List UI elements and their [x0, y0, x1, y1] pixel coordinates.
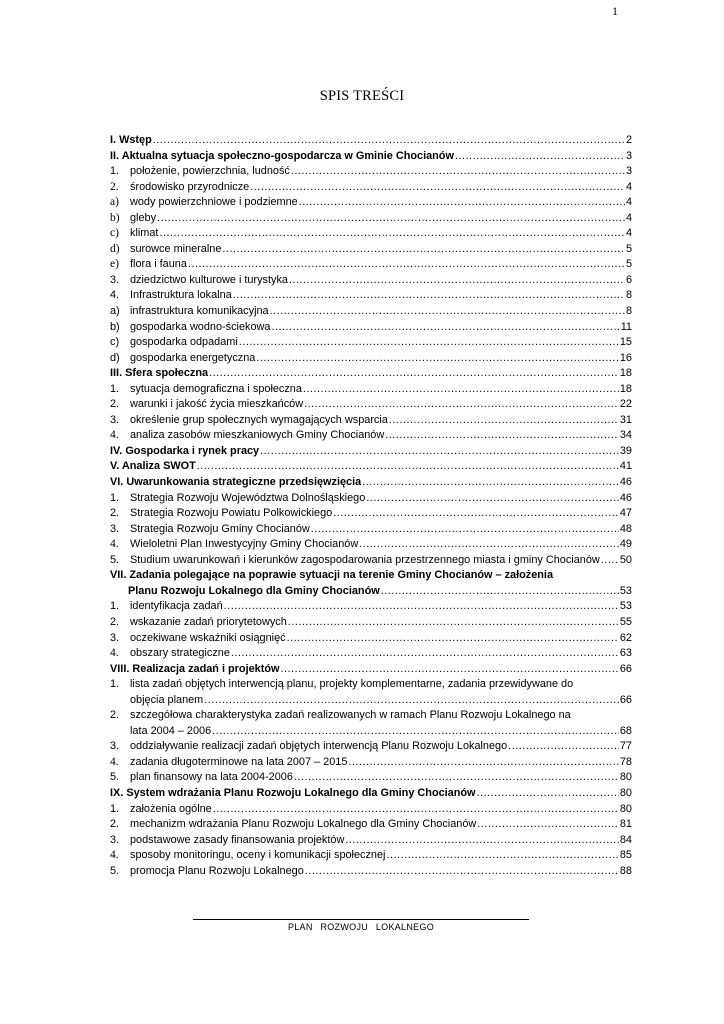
toc-entry-title: VI. Uwarunkowania strategiczne przedsięwzięcia	[110, 476, 362, 489]
toc-entry-title: Strategia Rozwoju Gminy Chocianów	[130, 522, 310, 535]
toc-entry-title: oddziaływanie realizacji zadań objętych interwencją Planu Rozwoju Lokalnego	[130, 740, 508, 753]
toc-leader-dots	[270, 304, 625, 320]
toc-entry-page: 5	[625, 242, 632, 255]
page-title: SPIS TREŚCI	[319, 88, 405, 104]
toc-leader-dots	[477, 817, 619, 833]
toc-leader-dots	[287, 631, 619, 647]
toc-leader-dots	[157, 211, 625, 227]
toc-entry[interactable]	[110, 397, 632, 413]
toc-entry-number: 1.	[110, 678, 120, 691]
toc-entry[interactable]	[110, 537, 632, 553]
toc-entry-number: 4.	[110, 538, 119, 551]
toc-entry[interactable]	[110, 351, 632, 367]
toc-leader-dots	[188, 257, 625, 273]
toc-entry[interactable]	[110, 833, 632, 849]
toc-leader-dots	[311, 522, 619, 538]
toc-entry-title: VIII. Realizacja zadań i projektów	[110, 662, 280, 675]
toc-entry[interactable]	[110, 739, 632, 755]
toc-entry-page: 53	[619, 600, 632, 613]
toc-entry[interactable]	[110, 491, 632, 507]
toc-leader-dots	[333, 506, 619, 522]
toc-entry[interactable]	[110, 335, 632, 351]
toc-entry[interactable]	[110, 273, 632, 289]
toc-entry-title: zadania długoterminowe na lata 2007 – 2015	[130, 755, 348, 768]
toc-entry-title: Planu Rozwoju Lokalnego dla Gminy Chocianów	[128, 584, 380, 597]
toc-entry-title: sytuacja demograficzna i społeczna	[130, 382, 302, 395]
toc-entry[interactable]	[110, 786, 632, 802]
toc-leader-dots	[601, 553, 619, 569]
toc-entry-number: 3.	[110, 740, 120, 753]
toc-entry-page: 15	[619, 336, 632, 349]
toc-leader-dots	[260, 444, 619, 460]
toc-entry[interactable]	[110, 459, 632, 475]
toc-entry-page: 39	[619, 444, 632, 457]
toc-leader-dots	[212, 724, 619, 740]
toc-entry-title: gospodarka energetyczna	[130, 351, 256, 364]
toc-entry-title: IV. Gospodarka i rynek pracy	[110, 444, 260, 457]
toc-leader-dots	[508, 739, 619, 755]
toc-entry-page: 2	[625, 134, 632, 146]
toc-entry-number: 4.	[110, 647, 119, 660]
toc-entry-number: 2.	[110, 709, 120, 722]
toc-entry-page: 66	[619, 693, 632, 706]
toc-entry-title: Strategia Rozwoju Powiatu Polkowickiego	[130, 507, 333, 520]
toc-entry-title: gospodarka wodno-ściekowa	[130, 320, 271, 333]
toc-entry[interactable]	[110, 662, 632, 678]
toc-entry-page: 3	[625, 165, 632, 178]
toc-leader-dots	[291, 164, 625, 180]
toc-entry[interactable]	[110, 149, 632, 165]
toc-entry-page: 80	[619, 771, 632, 784]
toc-entry-number: 5.	[110, 864, 120, 877]
toc-entry-page: 4	[625, 196, 632, 209]
toc-entry-number: 1.	[110, 491, 120, 504]
toc-entry[interactable]	[110, 211, 632, 227]
toc-entry-page: 18	[619, 367, 632, 380]
toc-entry-title: podstawowe zasady finansowania projektów	[130, 833, 345, 846]
toc-leader-dots	[271, 320, 619, 336]
toc-entry-page: 18	[619, 382, 632, 395]
toc-entry[interactable]	[110, 226, 632, 242]
toc-entry[interactable]	[110, 133, 632, 149]
toc-leader-dots	[305, 864, 619, 880]
toc-entry-number: 2.	[110, 180, 119, 193]
toc-entry-number: 2.	[110, 398, 120, 411]
toc-entry-title: I. Wstęp	[110, 134, 152, 146]
toc-entry[interactable]	[110, 708, 632, 739]
toc-entry-title: V. Analiza SWOT	[110, 460, 196, 473]
toc-entry-page: 16	[619, 351, 632, 364]
toc-entry-page: 48	[619, 522, 632, 535]
toc-entry-title: klimat	[130, 227, 159, 240]
toc-entry-title: objęcia planem	[130, 693, 204, 706]
toc-entry-page: 50	[619, 553, 632, 566]
toc-entry[interactable]	[110, 631, 632, 647]
toc-entry-page: 4	[625, 211, 632, 224]
toc-entry-title: plan finansowy na lata 2004-2006	[130, 771, 293, 784]
toc-entry-title: Wieloletni Plan Inwestycyjny Gminy Chocianów	[130, 538, 359, 551]
toc-entry[interactable]	[110, 366, 632, 382]
toc-leader-dots	[303, 382, 619, 398]
toc-entry-title: oczekiwane wskaźniki osiągnięć	[130, 631, 286, 644]
toc-entry-number: 3.	[110, 522, 120, 535]
toc-leader-dots	[159, 226, 624, 242]
toc-entry-title: wody powierzchniowe i podziemne	[130, 196, 298, 209]
toc-entry[interactable]	[110, 864, 632, 880]
toc-entry-title: lista zadań objętych interwencją planu, projekty komplementarne, zadania przewidywane do	[130, 678, 574, 691]
toc-entry-page: 78	[619, 755, 632, 768]
toc-entry[interactable]	[110, 568, 632, 599]
toc-entry-title: położenie, powierzchnia, ludność	[130, 165, 290, 178]
toc-entry-title: mechanizm wdrażania Planu Rozwoju Lokalnego dla Gminy Chocianów	[130, 818, 477, 831]
toc-entry-page: 62	[619, 631, 632, 644]
toc-entry-page: 85	[619, 849, 632, 862]
toc-entry[interactable]	[110, 195, 632, 211]
toc-entry-number: 3.	[110, 273, 120, 286]
toc-entry-page: 4	[625, 227, 632, 240]
toc-entry-number: 2.	[110, 818, 120, 831]
toc-entry-number: 3.	[110, 413, 120, 426]
toc-entry[interactable]	[110, 817, 632, 833]
toc-entry[interactable]	[110, 802, 632, 818]
toc-leader-dots	[231, 646, 619, 662]
toc-entry-number: 2.	[110, 507, 120, 520]
toc-entry[interactable]	[110, 475, 632, 491]
toc-leader-dots	[204, 693, 619, 709]
toc-entry[interactable]	[110, 242, 632, 258]
toc-leader-dots	[209, 366, 619, 382]
toc-entry-page: 55	[619, 615, 632, 628]
toc-entry[interactable]	[110, 382, 632, 398]
toc-leader-dots	[233, 288, 625, 304]
toc-entry-title: analiza zasobów mieszkaniowych Gminy Chocianów	[130, 429, 385, 442]
toc-entry-number: d)	[110, 242, 120, 255]
toc-entry-page: 22	[619, 398, 632, 411]
toc-entry-number: 4.	[110, 755, 119, 768]
toc-leader-dots	[288, 615, 619, 631]
toc-leader-dots	[345, 833, 619, 849]
toc-leader-dots	[250, 180, 625, 196]
toc-entry-page: 8	[625, 289, 632, 302]
toc-entry-page: 46	[619, 476, 632, 489]
toc-leader-dots	[299, 195, 625, 211]
toc-entry[interactable]	[110, 677, 632, 708]
toc-entry[interactable]	[110, 413, 632, 429]
toc-entry-page: 6	[625, 273, 632, 286]
toc-entry-page: 49	[619, 538, 632, 551]
toc-entry-page: 68	[619, 724, 632, 737]
toc-entry-page: 77	[619, 740, 632, 753]
toc-leader-dots	[304, 397, 619, 413]
toc-entry-page: 53	[619, 584, 632, 597]
toc-entry-title: założenia ogólne	[130, 802, 212, 815]
toc-entry[interactable]	[110, 553, 632, 569]
toc-entry-page: 8	[625, 305, 632, 318]
toc-entry-page: 46	[619, 491, 632, 504]
toc-entry-page: 63	[619, 647, 632, 660]
toc-entry-title: Studium uwarunkowań i kierunków zagospodarowania przestrzennego miasta i gminy Chocianów	[130, 553, 600, 566]
toc-entry-title: IX. System wdrażania Planu Rozwoju Lokalnego dla Gminy Chocianów	[110, 786, 476, 799]
toc-entry-title: infrastruktura komunikacyjna	[130, 305, 269, 318]
toc-entry-page: 84	[619, 833, 632, 846]
toc-entry-title: Strategia Rozwoju Województwa Dolnośląskiego	[130, 491, 366, 504]
toc-entry-title: obszary strategiczne	[130, 647, 230, 660]
toc-entry-number: 4.	[110, 289, 120, 302]
toc-entry[interactable]	[110, 599, 632, 615]
toc-leader-dots	[224, 599, 619, 615]
toc-leader-dots	[348, 755, 619, 771]
toc-entry-title: wskazanie zadań priorytetowych	[130, 615, 287, 628]
toc-leader-dots	[239, 335, 619, 351]
toc-entry-title: określenie grup społecznych wymagających wsparcia	[130, 413, 388, 426]
toc-entry-number: 5.	[110, 553, 120, 566]
toc-entry-title: identyfikacja zadań	[130, 600, 223, 613]
toc-leader-dots	[455, 149, 625, 165]
toc-leader-dots	[289, 273, 625, 289]
toc-leader-dots	[222, 242, 625, 258]
toc-entry[interactable]	[110, 522, 632, 538]
toc-entry-page: 80	[619, 786, 632, 799]
toc-entry-page: 11	[620, 320, 632, 333]
toc-entry-number: d)	[110, 351, 120, 364]
toc-entry[interactable]	[110, 615, 632, 631]
toc-entry-number: 1.	[110, 802, 120, 815]
toc-entry-title: lata 2004 – 2006	[130, 724, 212, 737]
toc-entry[interactable]	[110, 770, 632, 786]
toc-entry-title: warunki i jakość życia mieszkańców	[130, 398, 304, 411]
toc-leader-dots	[256, 351, 619, 367]
page-number: 1	[612, 4, 618, 18]
table-of-contents	[110, 133, 632, 879]
toc-entry-page: 34	[619, 429, 632, 442]
toc-entry-page: 5	[625, 258, 632, 271]
toc-entry-page: 81	[619, 818, 632, 831]
toc-entry-title: III. Sfera społeczna	[110, 367, 209, 380]
toc-entry[interactable]	[110, 848, 632, 864]
toc-leader-dots	[386, 848, 618, 864]
toc-entry-number: e)	[110, 258, 119, 271]
toc-entry-title: gleby	[130, 211, 157, 224]
toc-entry-number: a)	[110, 305, 120, 318]
toc-entry-page: 88	[619, 864, 632, 877]
toc-entry-page: 3	[625, 149, 632, 162]
toc-entry[interactable]	[110, 755, 632, 771]
toc-entry-number: 3.	[110, 833, 120, 846]
toc-entry-number: c)	[110, 227, 119, 240]
footer-divider	[193, 919, 529, 920]
toc-entry-title: gospodarka odpadami	[130, 336, 238, 349]
toc-leader-dots	[381, 584, 619, 600]
toc-entry-number: 4.	[110, 429, 119, 442]
toc-entry-title: środowisko przyrodnicze	[130, 180, 250, 193]
toc-entry[interactable]	[110, 257, 632, 273]
toc-entry[interactable]	[110, 180, 632, 196]
toc-entry-title: promocja Planu Rozwoju Lokalnego	[130, 864, 304, 877]
toc-leader-dots	[359, 537, 619, 553]
toc-entry[interactable]	[110, 320, 632, 336]
toc-entry-title: sposoby monitoringu, oceny i komunikacji społecznej	[130, 849, 386, 862]
toc-entry-number: 3.	[110, 631, 120, 644]
toc-entry-number: c)	[110, 336, 120, 349]
toc-entry-number: 5.	[110, 771, 120, 784]
toc-entry-page: 41	[619, 460, 632, 473]
toc-leader-dots	[153, 133, 625, 149]
toc-entry[interactable]	[110, 164, 632, 180]
toc-entry-title: szczegółowa charakterystyka zadań realizowanych w ramach Planu Rozwoju Lokalnego na	[130, 709, 571, 722]
toc-leader-dots	[389, 413, 619, 429]
toc-entry-title: II. Aktualna sytuacja społeczno-gospodarcza w Gminie Chocianów	[110, 149, 454, 162]
toc-leader-dots	[366, 491, 619, 507]
toc-entry-number: 2.	[110, 615, 120, 628]
toc-entry-number: b)	[110, 320, 120, 333]
toc-leader-dots	[477, 786, 619, 802]
toc-entry[interactable]	[110, 444, 632, 460]
toc-entry-title: dziedzictwo kulturowe i turystyka	[130, 273, 288, 286]
toc-entry-title: VII. Zadania polegające na poprawie sytuacji na terenie Gminy Chocianów – założenia	[110, 569, 554, 582]
toc-entry-number: 1.	[110, 382, 120, 395]
toc-entry[interactable]	[110, 428, 632, 444]
toc-entry-number: 1.	[110, 165, 120, 178]
toc-entry-number: 1.	[110, 600, 120, 613]
toc-leader-dots	[197, 459, 619, 475]
toc-leader-dots	[280, 662, 618, 678]
toc-entry-title: Infrastruktura lokalna	[130, 289, 232, 302]
toc-entry-page: 80	[619, 802, 632, 815]
toc-entry[interactable]	[110, 646, 632, 662]
toc-entry-number: a)	[110, 196, 119, 209]
toc-entry-page: 47	[619, 507, 632, 520]
toc-entry-page: 66	[619, 662, 632, 675]
toc-leader-dots	[385, 428, 619, 444]
toc-leader-dots	[294, 770, 619, 786]
footer-text: PLAN ROZWOJU LOKALNEGO	[287, 922, 435, 932]
toc-entry-page: 4	[625, 180, 632, 193]
toc-leader-dots	[362, 475, 619, 491]
toc-entry-title: flora i fauna	[130, 258, 187, 271]
toc-entry-page: 31	[619, 413, 632, 426]
toc-entry[interactable]	[110, 506, 632, 522]
toc-entry[interactable]	[110, 304, 632, 320]
toc-entry-number: b)	[110, 211, 120, 224]
toc-entry[interactable]	[110, 288, 632, 304]
toc-entry-number: 4.	[110, 849, 119, 862]
toc-leader-dots	[213, 802, 619, 818]
toc-entry-title: surowce mineralne	[130, 242, 222, 255]
